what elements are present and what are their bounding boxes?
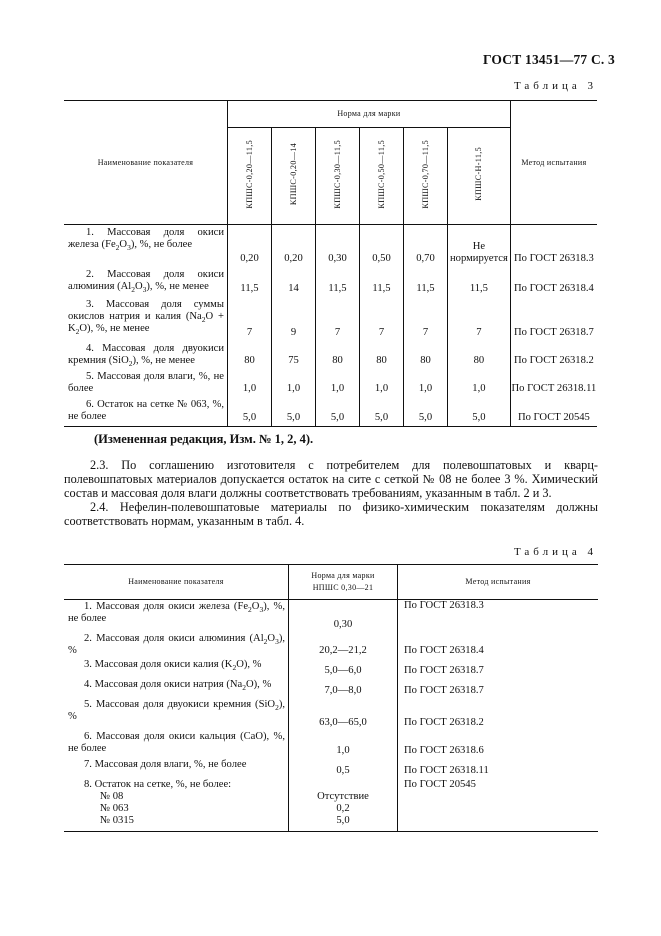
- table3-method: По ГОСТ 20545: [510, 397, 597, 427]
- table4-value: 5,0—6,0: [289, 658, 398, 678]
- table3-value: 7: [316, 297, 360, 341]
- table3-value: 7: [448, 297, 511, 341]
- table4-row: [64, 698, 598, 730]
- table4-value: 1,0: [289, 730, 398, 758]
- table3-value: 11,5: [448, 267, 511, 297]
- table3-value: 80: [316, 341, 360, 369]
- table4-sieve-label: № 08: [100, 790, 124, 802]
- table4-row: [64, 678, 598, 698]
- table3-grade-label: КПШС-0,70—11,5: [420, 139, 430, 209]
- table3-value: 7: [404, 297, 448, 341]
- table3-method: По ГОСТ 26318.2: [513, 354, 594, 366]
- table4-row: [64, 658, 598, 678]
- table4-header-norm-line1: Норма для марки: [311, 571, 375, 580]
- table4-method: По ГОСТ 26318.7: [404, 684, 484, 696]
- table3-value: 11,5: [228, 267, 272, 297]
- table4-sieve-value: 0,2: [336, 802, 350, 814]
- table4-row-name: 5. Массовая доля двуокиси кремния (SiO$_2$), %: [64, 698, 289, 730]
- table3-caption: Таблица 3: [513, 80, 597, 92]
- table4-method: По ГОСТ 26318.7: [404, 664, 484, 676]
- table3-value: 75: [272, 341, 316, 369]
- table4-method: По ГОСТ 26318.4: [404, 644, 484, 656]
- paragraph-2-3: 2.3. По соглашению изготовителя с потребителем для полевошпатовых и кварц-полевошпатовых материалов допускается остаток на сите с сеткой № 08 не более 3 %. Химический состав и массовая доля влаги должны соответствовать требованиям, указанным в табл. 2 и 3.: [64, 458, 598, 500]
- table3-value: 5,0: [360, 397, 404, 427]
- table4-header-method: Метод испытания: [465, 577, 531, 586]
- table4-method: По ГОСТ 20545: [398, 778, 599, 832]
- revision-note: (Измененная редакция, Изм. № 1, 2, 4).: [94, 432, 314, 446]
- table3-method: По ГОСТ 26318.7: [513, 326, 594, 338]
- table3-value: 80: [404, 341, 448, 369]
- table4-value: [289, 778, 398, 832]
- table4-row: [64, 730, 598, 758]
- table-4: [64, 564, 598, 832]
- table4-sieve-value: Отсутствие: [317, 790, 369, 802]
- table4-row-name: 2. Массовая доля окиси алюминия $(Al_2O_3)$, %: [64, 632, 289, 658]
- page-header: ГОСТ 13451—77 С. 3: [482, 52, 615, 67]
- table4-row: [64, 758, 598, 778]
- table3-row-name: 3. Массовая доля суммы окислов натрия и калия $(Na_2O + K_2O)$, %, не менее: [64, 297, 228, 341]
- table3-row-name: 6. Остаток на сетке № 063, %, не более: [64, 397, 228, 427]
- table3-value: 5,0: [448, 397, 511, 427]
- table3-value: 80: [360, 341, 404, 369]
- table3-grade-header: [316, 128, 360, 225]
- table4-method: По ГОСТ 26318.11: [404, 764, 489, 776]
- table4-value: 0,5: [289, 758, 398, 778]
- table4-row-name: 1. Массовая доля окиси железа $(Fe_2O_3)$, %, не более: [64, 600, 289, 632]
- table4-header-norm-line2: НПШС 0,30—21: [312, 583, 374, 592]
- table4-row: [64, 778, 598, 832]
- table3-header-norm: Норма для марки: [337, 109, 401, 118]
- table3-row: [64, 397, 597, 427]
- table3-value: 0,20: [272, 225, 316, 267]
- table3-row: [64, 369, 597, 397]
- table4-method: По ГОСТ 26318.2: [404, 716, 484, 728]
- table4-row-name: 6. Массовая доля окиси кальция (CaO), %, не более: [64, 730, 289, 758]
- table3-value: 1,0: [316, 369, 360, 397]
- table4-value: 7,0—8,0: [289, 678, 398, 698]
- table3-method: По ГОСТ 26318.4: [513, 282, 594, 294]
- table3-value: 14: [272, 267, 316, 297]
- table3-header-name: Наименование показателя: [97, 157, 194, 167]
- table3-grade-label: КПШС-0,20—11,5: [244, 139, 254, 209]
- table3-value: 11,5: [404, 267, 448, 297]
- table4-caption: Таблица 4: [513, 546, 597, 558]
- paragraph-2-4: 2.4. Нефелин-полевошпатовые материалы по физико-химическим показателям должны соответствовать нормам, указанным в табл. 4.: [64, 500, 598, 528]
- table-3: [64, 100, 597, 427]
- table4-row-name: 3. Массовая доля окиси калия $(K_2O)$, %: [64, 658, 289, 678]
- table4-row-name: [64, 778, 289, 832]
- table3-row: [64, 297, 597, 341]
- table3-value: 1,0: [272, 369, 316, 397]
- table3-grade-header: [228, 128, 272, 225]
- table4-sieve-label: № 063: [100, 802, 129, 814]
- table3-grade-label: КПШС-0,30—11,5: [332, 139, 342, 209]
- table4-row-name: 7. Массовая доля влаги, %, не более: [64, 758, 289, 778]
- table3-value: 11,5: [316, 267, 360, 297]
- table3-value: 5,0: [316, 397, 360, 427]
- table4-row8-title: 8. Остаток на сетке, %, не более:: [84, 778, 232, 790]
- table3-row: [64, 225, 597, 267]
- table3-grade-label: КПШС-0,50—11,5: [376, 139, 386, 209]
- table3-row: [64, 341, 597, 369]
- table3-row-name: 5. Массовая доля влаги, %, не более: [64, 369, 228, 397]
- table4-value: 20,2—21,2: [289, 632, 398, 658]
- table4-header-name: Наименование показателя: [128, 577, 224, 586]
- table3-value: 80: [448, 341, 511, 369]
- table3-value: 0,50: [360, 225, 404, 267]
- table3-value: 0,30: [316, 225, 360, 267]
- table3-value: 0,20: [228, 225, 272, 267]
- table3-row-name: 1. Массовая доля окиси железа $(Fe_2O_3)$, %, не более: [64, 225, 228, 267]
- table3-grade-header: [448, 128, 511, 225]
- table4-sieve-value: 5,0: [336, 814, 350, 826]
- table3-row: [64, 267, 597, 297]
- table4-value: 0,30: [289, 600, 398, 632]
- table3-value: 5,0: [228, 397, 272, 427]
- table3-row-name: 4. Массовая доля двуокиси кремния (SiO$_2$), %, не менее: [64, 341, 228, 369]
- table3-value: 5,0: [404, 397, 448, 427]
- table3-grade-header: [404, 128, 448, 225]
- table3-header-method: Метод испытания: [521, 157, 587, 167]
- table3-grade-header: [272, 128, 316, 225]
- table4-row-name: 4. Массовая доля окиси натрия $(Na_2O)$, %: [64, 678, 289, 698]
- table3-value: 80: [228, 341, 272, 369]
- table3-method: По ГОСТ 26318.3: [513, 252, 594, 264]
- table3-grade-header: [360, 128, 404, 225]
- table4-value: 63,0—65,0: [289, 698, 398, 730]
- table3-value: 11,5: [360, 267, 404, 297]
- table3-value: 9: [272, 297, 316, 341]
- table3-value: 1,0: [360, 369, 404, 397]
- table3-value: 1,0: [448, 369, 511, 397]
- table3-row-name: 2. Массовая доля окиси алюминия $(Al_2O_3)$, %, не менее: [64, 267, 228, 297]
- table3-grade-label: КПШС-Н-11,5: [473, 147, 483, 201]
- table3-value: Не нормируется: [448, 225, 511, 267]
- table4-method: По ГОСТ 26318.6: [404, 744, 484, 756]
- table4-method: По ГОСТ 26318.3: [404, 600, 484, 611]
- table3-value: 7: [228, 297, 272, 341]
- table3-value: 1,0: [404, 369, 448, 397]
- table4-sieve-label: № 0315: [100, 814, 134, 826]
- table3-value: 0,70: [404, 225, 448, 267]
- table4-row: [64, 632, 598, 658]
- table3-value: 7: [360, 297, 404, 341]
- table3-value: 1,0: [228, 369, 272, 397]
- table3-method: По ГОСТ 26318.11: [511, 382, 597, 394]
- table3-value: 5,0: [272, 397, 316, 427]
- table4-row: [64, 600, 598, 632]
- table3-grade-label: КПШС-0,20—14: [288, 142, 298, 206]
